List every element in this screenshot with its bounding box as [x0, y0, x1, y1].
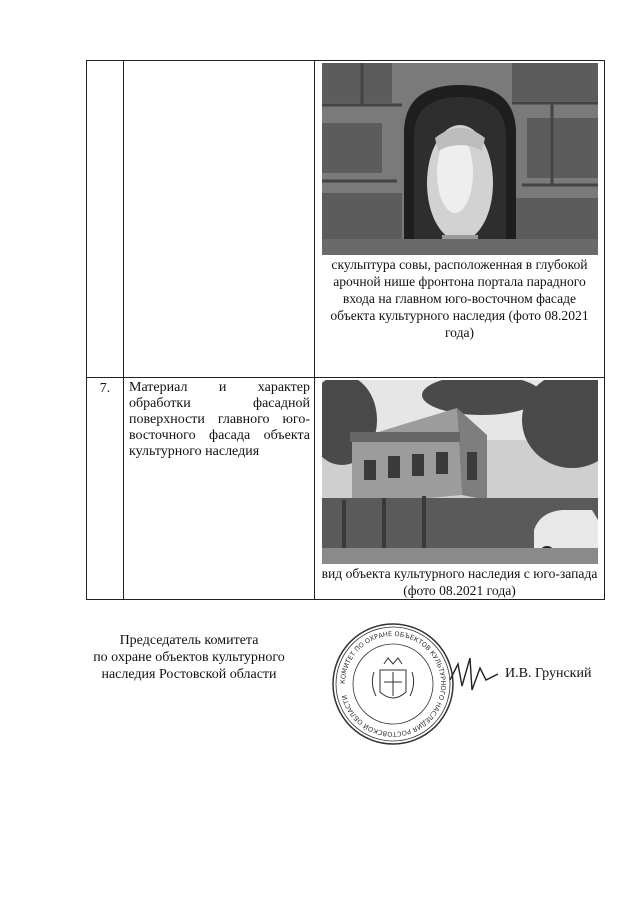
official-seal-icon: [330, 620, 530, 750]
photo-cell: [315, 61, 605, 378]
photo-caption: вид объекта культурного наследия с юго-запада (фото 08.2021 года): [321, 566, 598, 598]
handwritten-signature: [450, 658, 498, 690]
signatory-name: И.В. Грунский: [505, 666, 592, 681]
position-line: Председатель комитета: [119, 633, 259, 648]
photo-cell: [315, 378, 605, 600]
table-row: [87, 61, 605, 378]
row-number: [87, 61, 124, 378]
signatory-position: [78, 632, 300, 683]
owl-sculpture-photo: [322, 63, 598, 255]
row-description: [124, 61, 315, 378]
table-row: [87, 378, 605, 600]
row-description: Материал и характер обработки фасадной поверхности главного юго-восточного фасада объекта культурного наследия: [124, 378, 315, 600]
photo-caption: скульптура совы, расположенная в глубокой арочной нише фронтона портала парадного входа на главном юго-восточном фасаде объекта культурного наследия (фото 08.2021 года): [330, 257, 589, 340]
seal-text: КОМИТЕТ ПО ОХРАНЕ ОБЪЕКТОВ КУЛЬТУРНОГО НАСЛЕДИЯ РОСТОВСКОЙ ОБЛАСТИ: [338, 629, 448, 739]
building-photo: [322, 380, 598, 564]
position-line: наследия Ростовской области: [101, 667, 277, 682]
heritage-object-table: [86, 60, 605, 600]
position-line: по охране объектов культурного: [93, 650, 285, 665]
row-number: 7.: [87, 378, 124, 600]
